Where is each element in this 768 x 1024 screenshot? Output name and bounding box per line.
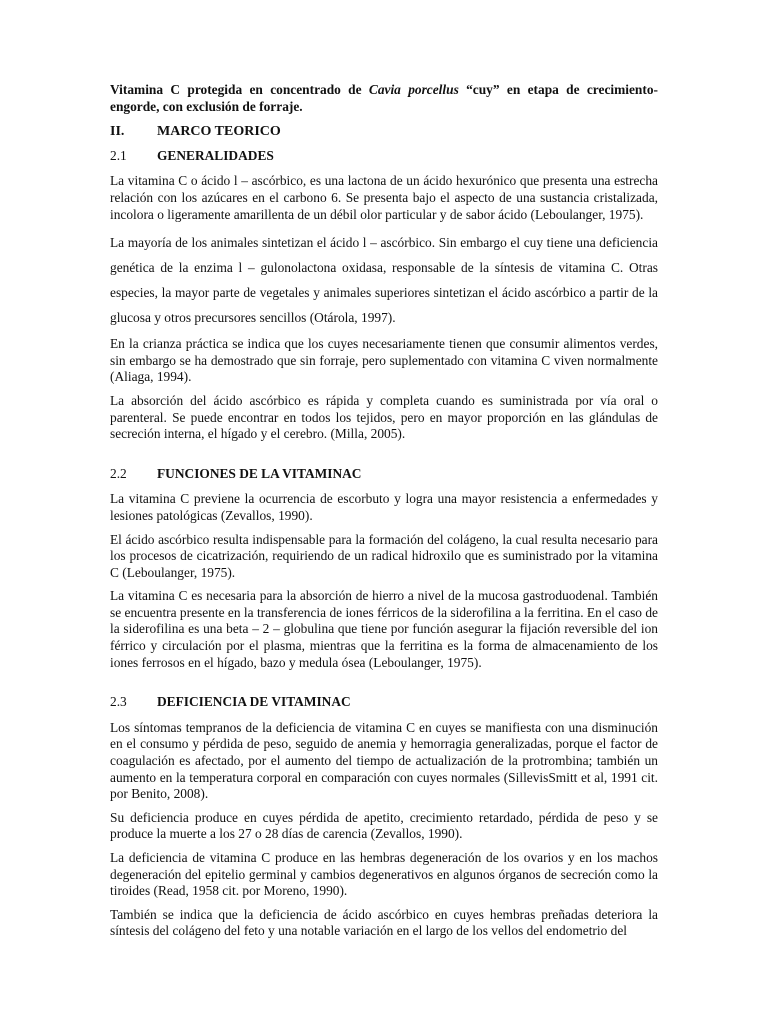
title-species: Cavia porcellus [368,82,459,97]
section-heading [110,124,658,141]
section-number: II. [110,124,125,140]
section-title: MARCO TEORICO [157,124,281,140]
paragraph: El ácido ascórbico resulta indispensable para la formación del colágeno, la cual resulta necesario para los procesos de cicatrización, requiriendo de un radical hidroxilo que es suministrado por la vitamina C (Leboulanger, 1975). [110,531,658,580]
subsection-number: 2.3 [110,694,127,710]
paragraph: Los síntomas tempranos de la deficiencia de vitamina C en cuyes se manifiesta con una disminución en el consumo y pérdida de peso, seguido de anemia y hemorragia generalizadas, porque el factor de coagulación es afectado, por el aumento del tiempo de actualización de la protrombina; también un aumento en la temperatura corporal en comparación con cuyes normales (SillevisSmitt et al, 1991 cit. por Benito, 2008). [110,719,658,802]
subsection-title: DEFICIENCIA DE VITAMINAC [157,694,351,710]
paragraph: La deficiencia de vitamina C produce en las hembras degeneración de los ovarios y en los machos degeneración del epitelio germinal y cambios degenerativos en algunos órganos de secreción como la tiroides (Read, 1958 cit. por Moreno, 1990). [110,850,658,899]
paragraph: La absorción del ácido ascórbico es rápida y completa cuando es suministrada por vía oral o parenteral. Se puede encontrar en todos los tejidos, pero en mayor proporción en las glándulas de secreción interna, el hígado y el cerebro. (Milla, 2005). [110,392,658,442]
paragraph: La vitamina C es necesaria para la absorción de hierro a nivel de la mucosa gastroduodenal. También se encuentra presente en la transferencia de iones férricos de la siderofilina a la ferritina. En el caso de la siderofilina es una beta – 2 – globulina que tiene por función asegurar la fijación reversible del ion férrico y circulación por el plasma, mientras que la ferritina es la forma de almacenamiento de los iones ferrosos en el hígado, bazo y medula ósea (Leboulanger, 1975). [110,588,658,670]
paragraph: En la crianza práctica se indica que los cuyes necesariamente tienen que consumir alimentos verdes, sin embargo se ha demostrado que sin forraje, pero suplementado con vitamina C viven normalmente (Aliaga, 1994). [110,336,658,385]
subsection-title: FUNCIONES DE LA VITAMINAC [157,465,362,481]
paragraph: La vitamina C previene la ocurrencia de escorbuto y logra una mayor resistencia a enfermedades y lesiones patológicas (Zevallos, 1990). [110,491,658,523]
paragraph: Su deficiencia produce en cuyes pérdida de apetito, crecimiento retardado, pérdida de peso y se produce la muerte a los 27 o 28 días de carencia (Zevallos, 1990). [110,809,658,842]
subsection-number: 2.1 [110,147,127,163]
subsection-heading-2-2 [110,466,658,483]
paragraph: También se indica que la deficiencia de ácido ascórbico en cuyes hembras preñadas deteriora la síntesis del colágeno del feto y una notable variación en el largo de los vellos del endometrio del [110,906,658,939]
subsection-number: 2.2 [110,465,127,481]
title-text: Vitamina C protegida en concentrado de [110,82,369,97]
subsection-heading-2-1 [110,148,658,165]
subsection-heading-2-3 [110,694,658,711]
subsection-title: GENERALIDADES [157,147,274,163]
document-title [110,82,658,115]
paragraph: La mayoría de los animales sintetizan el ácido l – ascórbico. Sin embargo el cuy tiene una deficiencia genética de la enzima l – gulonolactona oxidasa, responsable de la síntesis de vitamina C. Otras especies, la mayor parte de vegetales y animales superiores sintetizan el ácido ascórbico a partir de la glucosa y otros precursores sencillos (Otárola, 1997). [110,235,658,326]
paragraph: La vitamina C o ácido l – ascórbico, es una lactona de un ácido hexurónico que presenta una estrecha relación con los azúcares en el carbono 6. Se presenta bajo el aspecto de una sustancia cristalizada, incolora o ligeramente amarillenta de un débil olor particular y de sabor ácido (Leboulanger, 1975). [110,173,658,222]
document-body [110,82,658,947]
title-text-rest: “cuy” en etapa de crecimiento-engorde, con exclusión de forraje. [110,82,658,114]
